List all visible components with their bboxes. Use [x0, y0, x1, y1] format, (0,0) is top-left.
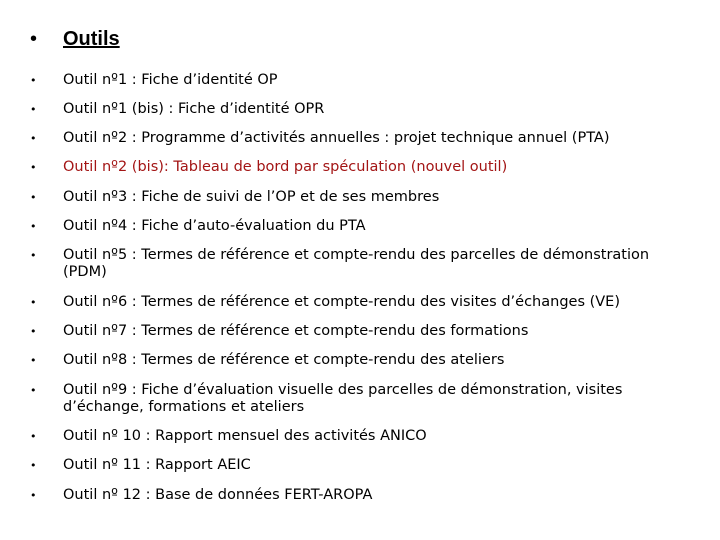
list-item-text-highlighted: Outil nº2 (bis): Tableau de bord par spéculation (nouvel outil)	[63, 159, 508, 175]
bullet: •	[30, 489, 37, 502]
bullet: •	[30, 296, 37, 309]
list-item-outil-12	[30, 487, 690, 504]
list-item-text: Outil nº1 : Fiche d’identité OP	[63, 72, 278, 88]
bullet: •	[30, 354, 37, 367]
list-item-text: Outil nº8 : Termes de référence et compte-rendu des ateliers	[63, 352, 505, 368]
list-item-outil-5	[30, 247, 690, 281]
bullet: •	[30, 28, 38, 50]
list-item-outil-10	[30, 428, 690, 445]
list-item-text: Outil nº6 : Termes de référence et compte-rendu des visites d’échanges (VE)	[63, 294, 621, 310]
list-item-text: Outil nº3 : Fiche de suivi de l’OP et de ses membres	[63, 189, 440, 205]
list-item-outil-7	[30, 323, 690, 340]
bullet: •	[30, 325, 37, 338]
list-item-text: Outil nº5 : Termes de référence et compte-rendu des parcelles de démonstration (PDM)	[63, 247, 650, 280]
bullet: •	[30, 161, 37, 174]
list-item-text: Outil nº 11 : Rapport AEIC	[63, 457, 251, 473]
bullet: •	[30, 74, 37, 87]
list-item-outil-2-bis	[30, 159, 690, 176]
bullet: •	[30, 103, 37, 116]
slide-title	[30, 28, 120, 51]
list-item-text: Outil nº1 (bis) : Fiche d’identité OPR	[63, 101, 325, 117]
list-item-outil-11	[30, 457, 690, 474]
list-item-outil-1-bis	[30, 101, 690, 118]
bullet: •	[30, 191, 37, 204]
list-item-text: Outil nº 12 : Base de données FERT-AROPA	[63, 487, 373, 503]
page-title: Outils	[63, 28, 120, 50]
list-item-outil-4	[30, 218, 690, 235]
list-item-text: Outil nº 10 : Rapport mensuel des activités ANICO	[63, 428, 427, 444]
list-item-text: Outil nº7 : Termes de référence et compte-rendu des formations	[63, 323, 529, 339]
list-item-text: Outil nº2 : Programme d’activités annuelles : projet technique annuel (PTA)	[63, 130, 610, 146]
list-item-outil-3	[30, 189, 690, 206]
list-item-outil-6	[30, 294, 690, 311]
bullet: •	[30, 220, 37, 233]
bullet: •	[30, 384, 37, 397]
list-item-outil-8	[30, 352, 690, 369]
list-item-text: Outil nº9 : Fiche d’évaluation visuelle des parcelles de démonstration, visites d’échange, formations et ateliers	[63, 382, 623, 415]
list-item-outil-1	[30, 72, 690, 89]
list-item-outil-9	[30, 382, 690, 416]
bullet: •	[30, 132, 37, 145]
list-item-text: Outil nº4 : Fiche d’auto-évaluation du PTA	[63, 218, 366, 234]
bullet: •	[30, 430, 37, 443]
list-item-outil-2	[30, 130, 690, 147]
bullet: •	[30, 459, 37, 472]
bullet: •	[30, 249, 37, 262]
